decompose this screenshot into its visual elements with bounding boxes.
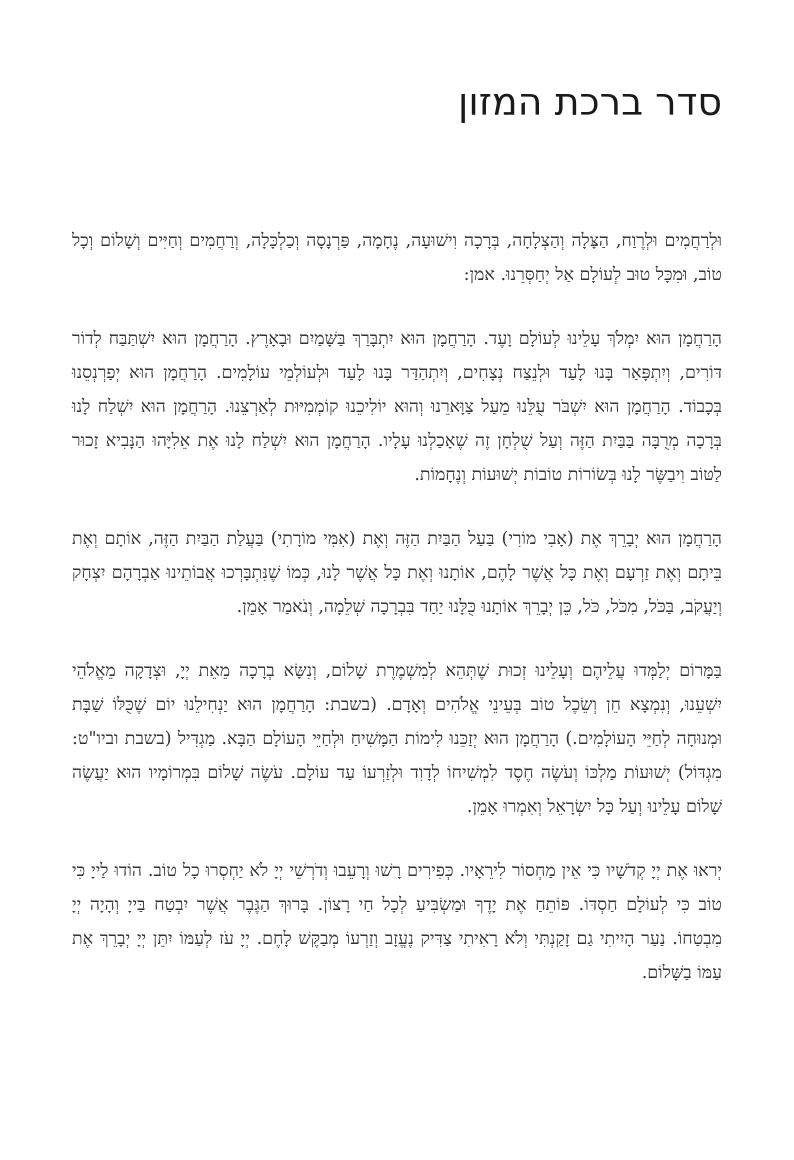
paragraph-yiru: יְראוּ אֶת יְיָ קְדֹשָׁיו כִּי אֵין מַחְסוֹר לִירֵאָיו. כְּפִירִים רָשׁוּ וְרָעֵבוּ וְדֹרְשֵׁי יְיָ לֹא יַחְסְרוּ כָל טוֹב. הוֹדוּ לַייָ כִּי טוֹב כִּי לְעוֹלָם חַסְדּוֹ. פּוֹתֵחַ אֶת יָדֶךָ וּמַשְׂבִּיעַ לְכָל חַי רָצוֹן. בָּרוּךְ הַגֶּבֶר אֲשֶׁר יִבְטַח בַּייָ וְהָיָה יְיָ מִבְטַחוֹ. נַעַר הָיִיתִי גַם זָקַנְתִּי וְלֹא רָאִיתִי צַדִּיק נֶעֱזָב וְזַרְעוֹ מְבַקֶּשׁ לָחֶם. יְיָ עֹז לְעַמּוֹ יִתֵּן יְיָ יְבָרֵךְ אֶת עַמּוֹ בַשָּׁלוֹם. xyxy=(72,860,722,983)
paragraph-harachaman-yimloch: הָרַחֲמָן הוּא יִמְלֹךְ עָלֵינוּ לְעוֹלָם וָעֶד. הָרַחֲמָן הוּא יִתְבָּרַךְ בַּשָּׁמַיִם וּבָאָרֶץ. הָרַחֲמָן הוּא יִשְׁתַּבַּח לְדוֹר דּוֹרִים, וְיִתְפָּאַר בָּנוּ לָעַד וּלְנֵצַח נְצָחִים, וְיִתְהַדַּר בָּנוּ לָעַד וּלְעוֹלְמֵי עוֹלָמִים. הָרַחֲמָן הוּא יְפַרְנְסֵנוּ בְּכָבוֹד. הָרַחֲמָן הוּא יִשְׁבֹּר עֻלֵּנוּ מֵעַל צַוָּארֵנוּ וְהוּא יוֹלִיכֵנוּ קוֹמְמִיּוּת לְאַרְצֵנוּ. הָרַחֲמָן הוּא יִשְׁלַח לָנוּ בְּרָכָה מְרֻבָּה בַּבַּיִת הַזֶּה וְעַל שֻׁלְחָן זֶה שֶׁאָכַלְנוּ עָלָיו. הָרַחֲמָן הוּא יִשְׁלַח לָנוּ אֶת אֵלִיָּהוּ הַנָּבִיא זָכוּר לַטּוֹב וִיבַשֶּׂר לָנוּ בְּשׂוֹרוֹת טוֹבוֹת יְשׁוּעוֹת וְנֶחָמוֹת. xyxy=(72,328,722,485)
page-title: סדר ברכת המזון xyxy=(458,80,722,124)
paragraph-ulerachamim: וּלְרַחֲמִים וּלְרֶוַח, הַצָּלָה וְהַצְלָחָה, בְּרָכָה וִישׁוּעָה, נֶחָמָה, פַּרְנָסָה וְכַלְכָּלָה, וְרַחֲמִים וְחַיִּים וְשָׁלוֹם וְכָל טוֹב, וּמִכָּל טוּב לְעוֹלָם אַל יְחַסְּרֵנוּ. אמן: xyxy=(72,230,722,285)
paragraph-harachaman-yevarech: הָרַחֲמָן הוּא יְבָרֵךְ אֶת (אָבִי מוֹרִי) בַּעַל הַבַּיִת הַזֶּה וְאֶת (אִמִּי מוֹרָתִי) בַּעֲלַת הַבַּיִת הַזֶּה, אוֹתָם וְאֶת בֵּיתָם וְאֶת זַרְעָם וְאֶת כָּל אֲשֶׁר לָהֶם, אוֹתָנוּ וְאֶת כָּל אֲשֶׁר לָנוּ, כְּמוֹ שֶׁנִּתְבָּרְכוּ אֲבוֹתֵינוּ אַבְרָהָם יִצְחָק וְיַעֲקֹב, בַּכֹּל, מִכֹּל, כֹּל, כֵּן יְבָרֵךְ אוֹתָנוּ כֻּלָּנוּ יַחַד בִּבְרָכָה שְׁלֵמָה, וְנֹאמַר אָמֵן. xyxy=(72,528,722,617)
paragraph-bamarom: בַּמָּרוֹם יְלַמְּדוּ עֲלֵיהֶם וְעָלֵינוּ זְכוּת שֶׁתְּהֵא לְמִשְׁמֶרֶת שָׁלוֹם, וְנִשָּׂא בְרָכָה מֵאֵת יְיָ, וּצְדָקָה מֵאֱלֹהֵי יִשְׁעֵנוּ, וְנִמְצָא חֵן וְשֵׂכֶל טוֹב בְּעֵינֵי אֱלֹהִים וְאָדָם. (בשבת: הָרַחֲמָן הוּא יַנְחִילֵנוּ יוֹם שֶׁכֻּלּוֹ שַׁבָּת וּמְנוּחָה לְחַיֵּי הָעוֹלָמִים.) הָרַחֲמָן הוּא יְזַכֵּנוּ לִימוֹת הַמָּשִׁיחַ וּלְחַיֵּי הָעוֹלָם הַבָּא. מַגְדִּיל (בשבת וביו"ט: מִגְדּוֹל) יְשׁוּעוֹת מַלְכּוֹ וְעֹשֶׂה חֶסֶד לִמְשִׁיחוֹ לְדָוִד וּלְזַרְעוֹ עַד עוֹלָם. עֹשֶׂה שָׁלוֹם בִּמְרוֹמָיו הוּא יַעֲשֶׂה שָׁלוֹם עָלֵינוּ וְעַל כָּל יִשְׂרָאֵל וְאִמְרוּ אָמֵן. xyxy=(72,660,722,817)
